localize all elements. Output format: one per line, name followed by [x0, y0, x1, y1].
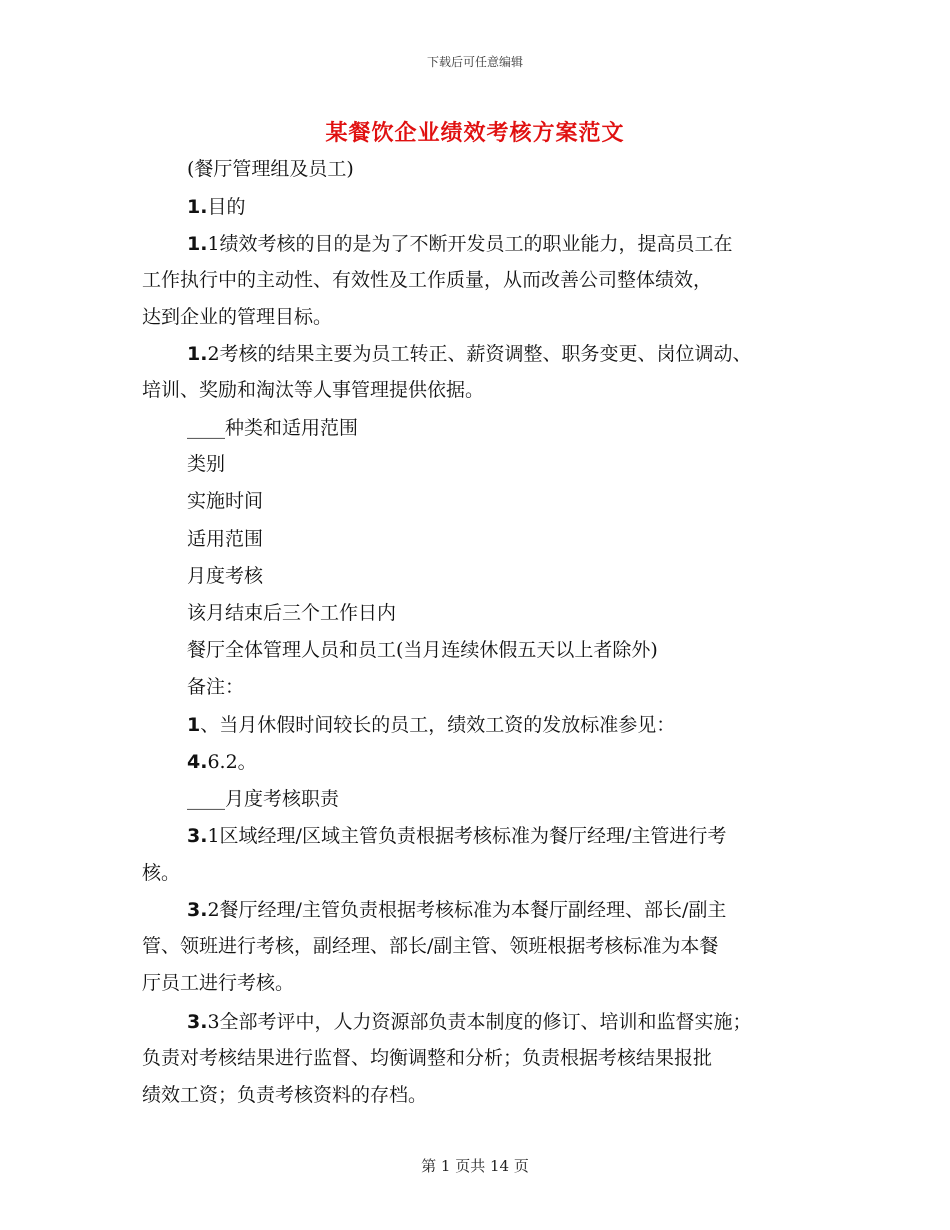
text-line: [187, 787, 339, 811]
line-text: 该月结束后三个工作日内: [187, 602, 397, 624]
section-number: 3.: [187, 825, 208, 847]
line-text: 1绩效考核的目的是为了不断开发员工的职业能力，提高员工在: [207, 233, 733, 255]
line-text: 3全部考评中，人力资源部负责本制度的修订、培训和监督实施；: [207, 1011, 752, 1033]
line-text: 工作执行中的主动性、有效性及工作质量，从而改善公司整体绩效，: [142, 269, 713, 291]
section-number: 3.: [187, 899, 208, 921]
line-text: 2餐厅经理/主管负责根据考核标准为本餐厅副经理、部长/副主: [207, 899, 727, 921]
line-text: (餐厅管理组及员工): [187, 158, 354, 180]
line-text: 达到企业的管理目标。: [142, 306, 333, 328]
section-number: 1.: [187, 233, 208, 255]
text-line: [187, 416, 358, 440]
text-line: [187, 195, 245, 219]
text-line: [187, 157, 354, 181]
section-number: 4.: [187, 751, 208, 773]
line-text: 类别: [187, 453, 226, 475]
text-line: [187, 824, 726, 848]
text-line: [187, 564, 263, 588]
text-line: [187, 489, 263, 513]
text-line: [142, 1046, 712, 1070]
line-text: 备注：: [187, 676, 245, 698]
text-line: [142, 934, 718, 958]
section-number: 3.: [187, 1011, 208, 1033]
line-text: 、当月休假时间较长的员工，绩效工资的发放标准参见：: [200, 714, 676, 736]
line-text: 培训、奖励和淘汰等人事管理提供依据。: [142, 379, 485, 401]
text-line: [187, 675, 244, 699]
text-line: [187, 527, 263, 551]
text-line: [142, 305, 332, 329]
line-text: 目的: [207, 196, 246, 218]
text-line: [187, 232, 733, 256]
line-text: 适用范围: [187, 528, 264, 550]
page-header: 下载后可任意编辑: [426, 55, 523, 69]
line-text: 实施时间: [187, 490, 264, 512]
page-footer: 第 1 页共 14 页: [421, 1157, 529, 1175]
line-text: 管、领班进行考核，副经理、部长/副主管、领班根据考核标准为本餐: [142, 935, 719, 957]
line-text: 厅员工进行考核。: [142, 972, 295, 994]
text-line: [142, 861, 180, 885]
text-line: [187, 713, 675, 737]
text-line: [142, 1083, 427, 1107]
line-text: 6.2。: [207, 751, 257, 773]
section-number: 1: [187, 714, 201, 736]
text-line: [187, 1010, 752, 1034]
text-line: [142, 971, 294, 995]
line-text: 餐厅全体管理人员和员工(当月连续休假五天以上者除外): [187, 639, 658, 661]
text-line: [187, 601, 396, 625]
text-line: [142, 268, 712, 292]
line-text: 负责对考核结果进行监督、均衡调整和分析；负责根据考核结果报批: [142, 1047, 713, 1069]
line-text: 绩效工资；负责考核资料的存档。: [142, 1084, 428, 1106]
line-text: 核。: [142, 862, 181, 884]
text-line: [142, 378, 484, 402]
line-text: ____月度考核职责: [187, 788, 340, 810]
section-number: 1.: [187, 196, 208, 218]
text-line: [187, 898, 726, 922]
line-text: ____种类和适用范围: [187, 417, 359, 439]
line-text: 2考核的结果主要为员工转正、薪资调整、职务变更、岗位调动、: [207, 343, 752, 365]
section-number: 1.: [187, 343, 208, 365]
text-line: [187, 750, 257, 774]
text-line: [187, 452, 225, 476]
line-text: 1区域经理/区域主管负责根据考核标准为餐厅经理/主管进行考: [207, 825, 727, 847]
line-text: 月度考核: [187, 565, 264, 587]
document-title: 某餐饮企业绩效考核方案范文: [325, 120, 625, 146]
text-line: [187, 638, 658, 662]
text-line: [187, 342, 752, 366]
